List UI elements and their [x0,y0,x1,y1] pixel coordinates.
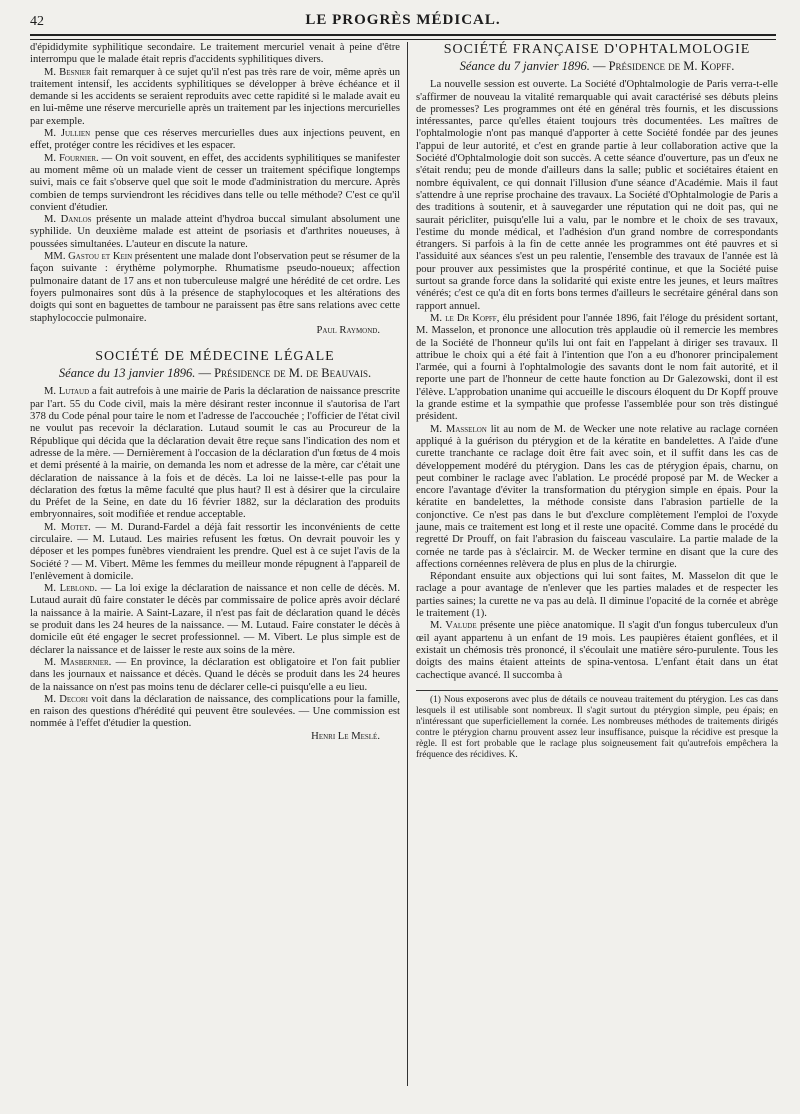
paragraph-text: présente une pièce anatomique. Il s'agit d'un fongus tuberculeux d'un œil ayant appartenu à un enfant de 19 mois. Les paupières étaient gonflées, et il existait un chémosis très prononcé, il s'écoulait une matière séro-purulente. Tous les doigts des mains étaient atteints de spina-ventosa. L'enfant était dans un état cachectique avancé. Il succomba à [416,620,778,681]
paragraph-text: — M. Durand-Fardel a déjà fait ressortir les inconvénients de cette circulaire. — M. Lutaud. Les mairies refusent les fœtus. On devrait pouvoir les y déposer et les pompes funèbres viendraient les prendre. Quel est à ce sujet l'avis de la Société ? — M. Vibert. Même les femmes du meilleur monde répugnent à l'appareil de l'enlèvement à domicile. [30,521,401,582]
page-number: 42 [30,14,44,29]
paragraph [30,42,400,67]
paragraph [30,386,400,521]
speaker-name: M. Fournier. [44,152,99,164]
session-line [30,366,400,381]
column-divider [407,42,408,1086]
paragraph-text: fait remarquer à ce sujet qu'il n'est pas très rare de voir, même après un traitement intensif, les accidents syphilitiques se développer à brève échéance et il demande si les accidents se seraient reproduits avec cette rapidité si le malade avait eu en lui-même une réserve mercurielle après un traitement par les injections mercurielles par exemple. [30,66,400,127]
speaker-name: M. Decori [44,693,88,705]
paragraph [30,67,400,128]
session-date: Séance du 7 janvier 1896. [459,59,590,74]
speaker-name: M. le Dr Kopff, [430,312,500,324]
footnote: (1) Nous exposerons avec plus de détails ce nouveau traitement du ptérygion. Les cas dans lesquels il est utilisable sont nombreux. Il s'agit surtout du ptérygion simple, peu épais; en n'intéressant que superficiellement la cornée. Les nombreuses méthodes de traitements dirigés contre le ptérygion charnu prouvent assez leur insuffisance, puisque la récidive est presque la règle. Il est fort probable que le raclage plus soigneusement fait qu'autrefois empêchera la fréquence des récidives. K. [416,694,778,760]
speaker-name: M. Masbernier. [44,656,112,668]
right-column [416,42,778,761]
session-presidency: — Présidence de M. Kopff. [589,59,735,74]
paragraph [30,128,400,153]
speaker-name: MM. Gastou et Kein [44,251,133,263]
paragraph-text: La nouvelle session est ouverte. La Société d'Ophtalmologie de Paris verra-t-elle s'affirmer de nouveau la vitalité remarquable qui avait caractérisé ses débuts pleins de promesses? Les programmes ont été en général très fournis, et les discussions intéressantes, parce qu'elles étaient toujours très documentées. Les maîtres de l'ophtalmologie n'ont pas manqué d'apporter à cette Société fondée par des jeunes l'appui de leur autorité, et c'est en grande partie à leur collaboration active que la Société d'Ophtalmologie doit son succès. A cette séance d'ouverture, pas un d'eux ne s'était rendu; peu de monde d'ailleurs dans la salle; public et sociétaires étaient en nombre équivalent, ce qui donnait l'illusion d'une séance d'Académie. Mais il faut s'attendre à une reprise prochaine des travaux. La Société d'Ophtalmologie de Paris a des traditions à soutenir, et à sauvegarder une réputation qui ne doit pas, qui ne saurait péricliter, puisqu'elle lui a valu, par le nombre et le choix de ses travaux, l'estime du monde médical, et l'adhésion d'un grand nombre de correspondants étrangers. Si parfois à la fin de cette année les programmes ont été pauvres et si l'assiduité aux séances s'est un peu ralentie, l'ensemble des travaux de l'année est là pour prouver aux pessimistes que la prospérité continue, et que la Société puise surtout sa grande force dans la solidarité qui existe entre les jeunes, et leurs maîtres vénérés; c'est ce qu'a dit en forts bons termes d'ailleurs le secrétaire général dans son rapport annuel. [416,79,778,312]
paragraph-text: — En province, la déclaration est obligatoire et l'on fait publier dans les journaux et naissance et décès. Quand le décès se produit dans les 24 heures de la naissance on n'est pas moins tenu de déclarer celle-ci puisqu'elle a eu lieu. [30,656,400,693]
speaker-name: M. Leblond. [44,583,98,595]
paragraph-text: a fait autrefois à une mairie de Paris la déclaration de naissance prescrite par l'art. 55 du Code civil, mais la mère désirant rester inconnue il s'autorisa de l'art 378 du Code pénal pour taire le nom et l'adresse de l'accouchée ; l'officier de l'état civil ne voulut pas recevoir la déclaration. Lutaud soumit le cas au Procureur de la République qui décida que la déclaration devait être reçue sans l'indication des nom et adresse de la mère. — Dernièrement à l'occasion de la déclaration d'un fœtus de 4 mois et demi présenté à la mairie, on demanda les nom et adresse de la mère, car c'était une déclaration de naissance à la fois et de décès. La loi ne laisse-t-elle pas pour la déclaration des fœtus la même faculté que plus haut? Il est à désirer que la circulaire du Préfet de la Seine, en date du 16 février 1882, sur la déclaration des produits embryonnaires, soit modifiée et rendue acceptable. [30,386,401,521]
section-title: SOCIÉTÉ DE MÉDECINE LÉGALE [95,349,335,365]
paragraph-text: — La loi exige la déclaration de naissance et non celle de décès. M. Lutaud aurait dû faire constater le décès par commissaire de police après avoir déclaré la naissance à la mairie. A Saint-Lazare, il n'est pas fait de déclaration quand le décès se produit dans les 24 heures de la naissance. — M. Lutaud. Faire constater le décès à domicile eût été engager le secret professionnel. — M. Vibert. Le plus simple est de déclarer la naissance et de laisser le reste aux soins de la mère. [30,583,400,656]
session-date: Séance du 13 janvier 1896. [58,366,196,381]
paragraph-text: d'épididymite syphilitique secondaire. Le traitement mercuriel venait à peine d'être interrompu que le malade était repris d'accidents syphilitiques divers. [30,42,400,66]
paragraph [416,571,778,620]
session-presidency: — Présidence de M. de Beauvais. [195,366,372,381]
paragraph-text: voit dans la déclaration de naissance, des complications pour la famille, en raison des questions d'hérédité qui peuvent être soulevées. — Une commission est nommée à l'effet d'étudier la question. [30,693,400,730]
paragraph [30,694,400,731]
paragraph [416,620,778,681]
paragraph-text: présente un malade atteint d'hydroa buccal simulant absolument une syphilide. Un deuxième malade est atteint de psoriasis et d'arthrites noueuses, à poussées simultanées. L'auteur en discute la nature. [30,214,400,250]
running-title: LE PROGRÈS MÉDICAL. [305,12,501,28]
speaker-name: M. Danlos [44,214,92,226]
paragraph-text: — On voit souvent, en effet, des accidents syphilitiques se manifester au moment même où un malade vient de cesser un traitement spécifique longtemps suivi, mais ce fait s'observe quel que soit le mode d'administration du mercure. Après combien de temps surviendront les récidives dans telle ou telle méthode? C'est ce qu'il convient d'étudier. [30,152,400,213]
speaker-name: M. Valude [430,620,477,632]
paragraph-text: élu président pour l'année 1896, fait l'éloge du président sortant, M. Masselon, et prononce une allocution très applaudie où il remercie les membres de la Société de l'honneur qu'ils lui ont fait en l'appelant à diriger ses travaux. Il attribue le choix qui a été fait à l'intention que l'on a eu d'honorer principalement l'armée, qui a fourni à l'ophtalmologie des savants dont le nom fait autorité, et il reporte une part de l'honneur de cette haute fonction au Dr Galezowski, dont il est l'élève. L'approbation unanime qui accueille le discours éloquent du Dr Kopff prouve la grande estime et la sympathie que professe l'assemblée pour son très distingué président. [416,312,778,423]
footnote-rule [416,690,778,691]
paragraph [30,153,400,214]
speaker-name: M. Besnier [44,66,91,78]
speaker-name: M. Motet. [44,521,91,533]
paragraph [30,522,400,583]
paragraph-text: présentent une malade dont l'observation peut se résumer de la façon suivante : érythème polymorphe. Rhumatisme pseudo-noueux; affection pulmonaire datant de 17 ans et non tuberculeuse malgré une hérédité de cet ordre. Les foyers pulmonaires sont dûs à la présence de staphylocoques et les altérations des doigts qui sont en baguettes de tambour ne paraissent pas être sans relations avec cette staphylococcie pulmonaire. [30,251,400,324]
speaker-name: M. Lutaud [44,386,90,398]
speaker-name: M. Masselon [430,423,487,435]
paragraph-text: pense que ces réserves mercurielles dues aux injections peuvent, en effet, protéger contre les récidives et les espacer. [30,128,400,152]
section-title: SOCIÉTÉ FRANÇAISE D'OPHTALMOLOGIE [443,42,751,57]
paragraph [416,313,778,424]
paragraph [30,214,400,251]
paragraph [30,251,400,325]
paragraph [30,583,400,657]
paragraph-text: Répondant ensuite aux objections qui lui sont faites, M. Masselon dit que le raclage a pour avantage de n'enlever que les parties malades et de respecter les parties saines; la curette ne va pas au delà. Il diminue l'opacité de la cornée et abrège le traitement (1). [416,571,778,620]
page-header [30,12,776,34]
paragraph [30,657,400,694]
signature: Henri Le Meslé. [311,730,380,742]
speaker-name: M. Jullien [44,128,91,140]
signature: Paul Raymond. [316,324,380,336]
left-column [30,42,400,743]
paragraph-text: lit au nom de M. de Wecker une note relative au raclage cornéen appliqué à la guérison du ptérygion et de la kératite en bandelettes. A l'aide d'une curette tranchante ce raclage doit être fait avec soin, et il suffit dans les cas de développement modéré du ptérygion. Dans les cas de ptérygion épais, charnu, on peut combiner le raclage avec l'ablation. Le procédé proposé par M. de Wecker a encore l'avantage d'éviter la transformation du ptérygion simple en épais. Pour la kératite en bandelettes, la méthode consiste dans l'abrasion partielle de la conjonctive. Ce n'est pas dans le but d'exclure complètement l'emploi de l'oxyde jaune, mais ce traitement est long et il reste une opacité. Comme dans le procédé du regretté Dr Prouff, on fait l'abrasion du faisceau vasculaire. La partie malade de la cornée ne tarde pas à s'éclaircir. M. de Wecker termine en disant que la cure des affections cornéennes relèvera de plus en plus de la chirurgie. [416,423,779,570]
session-line [416,59,778,74]
paragraph [416,79,778,313]
header-rule [30,34,776,40]
paragraph [416,424,778,572]
